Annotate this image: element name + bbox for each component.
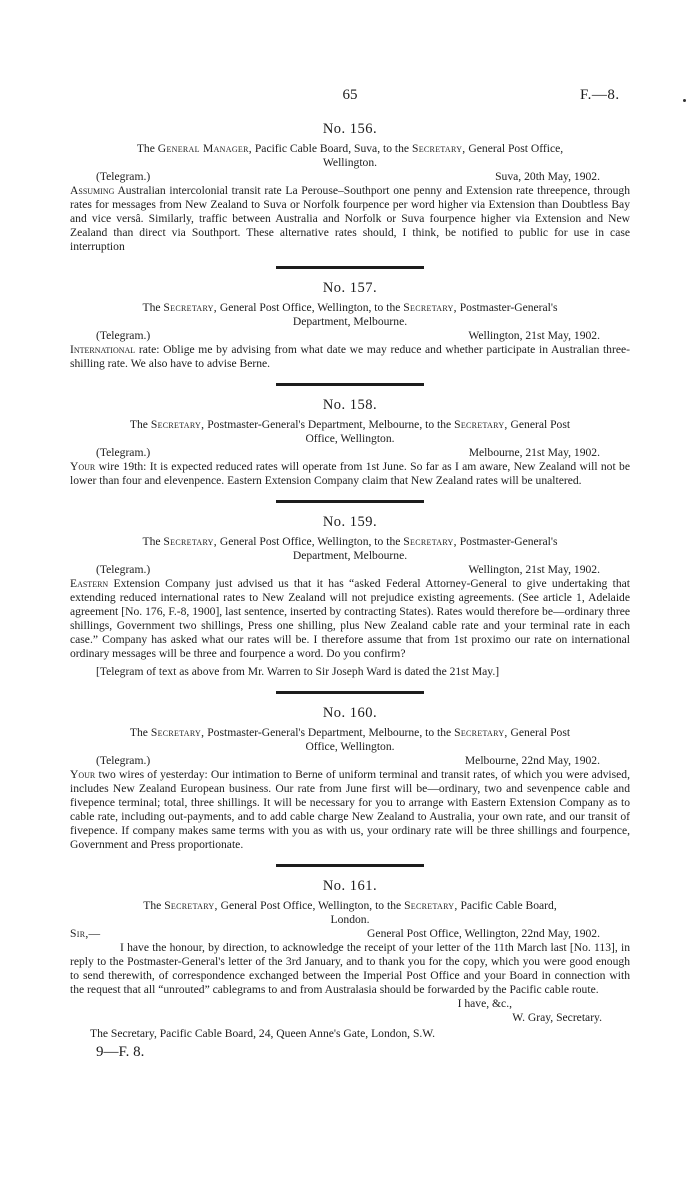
section-divider (276, 383, 424, 386)
telegram-meta: (Telegram.) Suva, 20th May, 1902. (96, 170, 600, 183)
section-159 (70, 515, 630, 679)
page-number: 65 (342, 87, 358, 103)
telegram-meta: (Telegram.) Melbourne, 22nd May, 1902. (96, 754, 600, 767)
section-divider (276, 500, 424, 503)
section-158 (70, 398, 630, 488)
telegram-body: International rate: Oblige me by advising from what date we may reduce and whether participate in Australian three-shilling rate. We also have to advise Berne. (70, 343, 630, 370)
recipient-address: The Secretary, Pacific Cable Board, 24, Queen Anne's Gate, London, S.W. (90, 1027, 436, 1040)
section-number: No. 156. (322, 121, 378, 137)
section-divider (276, 864, 424, 867)
telegram-body: Assuming Australian intercolonial transit rate La Perouse–Southport one penny and Extension rate threepence, through rates for messages from New Zealand to Suva or Norfolk fourpence per word higher via Extension than Doubtless Bay and vice versâ. Similarly, traffic between Australia and Norfolk or Suva fourpence higher via Extension and New Zealand than direct via Southport. These alternative rates should, I think, be notified to public for use in case interruption (70, 184, 630, 253)
closing: I have, &c., (457, 997, 512, 1010)
section-161 (70, 879, 630, 1041)
editorial-note: [Telegram of text as above from Mr. Warren to Sir Joseph Ward is dated the 21st May.] (96, 665, 500, 678)
section-number: No. 160. (322, 705, 378, 721)
section-heading: The Secretary, Postmaster-General's Department, Melbourne, to the Secretary, General Post Office, Wellington. (129, 726, 571, 753)
telegram-body: Your wire 19th: It is expected reduced rates will operate from 1st June. So far as I am aware, New Zealand will not be lower than four and elevenpence. Eastern Extension Company claim that New Zealand rates will be unaltered. (70, 460, 630, 487)
section-heading: The General Manager, Pacific Cable Board, Suva, to the Secretary, General Post Office, Wellington. (136, 142, 564, 169)
telegram-body: Your two wires of yesterday: Our intimation to Berne of uniform terminal and transit rates, of which you were advised, includes New Zealand European business. Our rate from June first will be—ordinary, two and sevenpence cable and fivepence terminal; total, three shillings. It will be necessary for you to arrange with Eastern Extension Company as to cable rate, including out-payments, and to add cable charge New Zealand to Australia, your own rate, and our transit of fivepence. If company makes same terms with you as with us, your ordinary rate will be three shillings and fourpence, Government and Press proportionate. (70, 768, 630, 851)
section-number: No. 157. (322, 280, 378, 296)
letter-meta (70, 927, 630, 941)
telegram-meta: (Telegram.) Melbourne, 21st May, 1902. (96, 446, 600, 459)
section-heading: The Secretary, Postmaster-General's Department, Melbourne, to the Secretary, General Post Office, Wellington. (129, 418, 571, 445)
section-divider (276, 266, 424, 269)
paper-code: F.—8. (580, 87, 620, 103)
section-heading: The Secretary, General Post Office, Wellington, to the Secretary, Postmaster-General's Department, Melbourne. (142, 535, 558, 562)
telegram-meta: (Telegram.) Wellington, 21st May, 1902. (96, 329, 600, 342)
telegram-body: Eastern Extension Company just advised us that it has “asked Federal Attorney-General to give undertaking that extending reduced international rates to New Zealand will not prejudice existing agreements. (See article 1, Adelaide agreement [No. 176, F.-8, 1900], last sentence, inserted by contracting States). Rates would therefore be—ordinary three shillings, Government two shillings, Press one shilling, plus New Zealand cable rate and your terminal rate in each case.” Company has asked what our rates will be. I therefore assume that from 1st proximo our rate on international ordinary messages will be three and fourpence a word. Do you confirm? (70, 577, 630, 660)
signature: W. Gray, Secretary. (512, 1011, 602, 1024)
telegram-meta: (Telegram.) Wellington, 21st May, 1902. (96, 563, 600, 576)
section-number: No. 158. (322, 397, 378, 413)
letter-body: I have the honour, by direction, to acknowledge the receipt of your letter of the 11th March last [No. 113], in reply to the Postmaster-General's letter of the 3rd January, and to thank you for the copy, which you were good enough to send therewith, of correspondence exchanged between the Imperial Post Office and your Board in connection with the request that all “unrouted” cablegrams to and from Australasia should be forwarded by the Pacific cable route. (70, 941, 630, 996)
section-heading: The Secretary, General Post Office, Wellington, to the Secretary, Postmaster-General's Department, Melbourne. (142, 301, 558, 328)
salutation: Sir,— (70, 927, 101, 940)
section-157 (70, 281, 630, 371)
margin-dot (683, 99, 686, 102)
section-160 (70, 706, 630, 852)
section-divider (276, 691, 424, 694)
section-number: No. 159. (322, 514, 378, 530)
section-number: No. 161. (322, 878, 378, 894)
place-date: General Post Office, Wellington, 22nd May, 1902. (367, 927, 600, 940)
page-content (70, 122, 630, 1059)
section-156 (70, 122, 630, 254)
section-heading: The Secretary, General Post Office, Wellington, to the Secretary, Pacific Cable Board, London. (143, 899, 557, 926)
signature-mark: 9—F. 8. (96, 1044, 145, 1060)
